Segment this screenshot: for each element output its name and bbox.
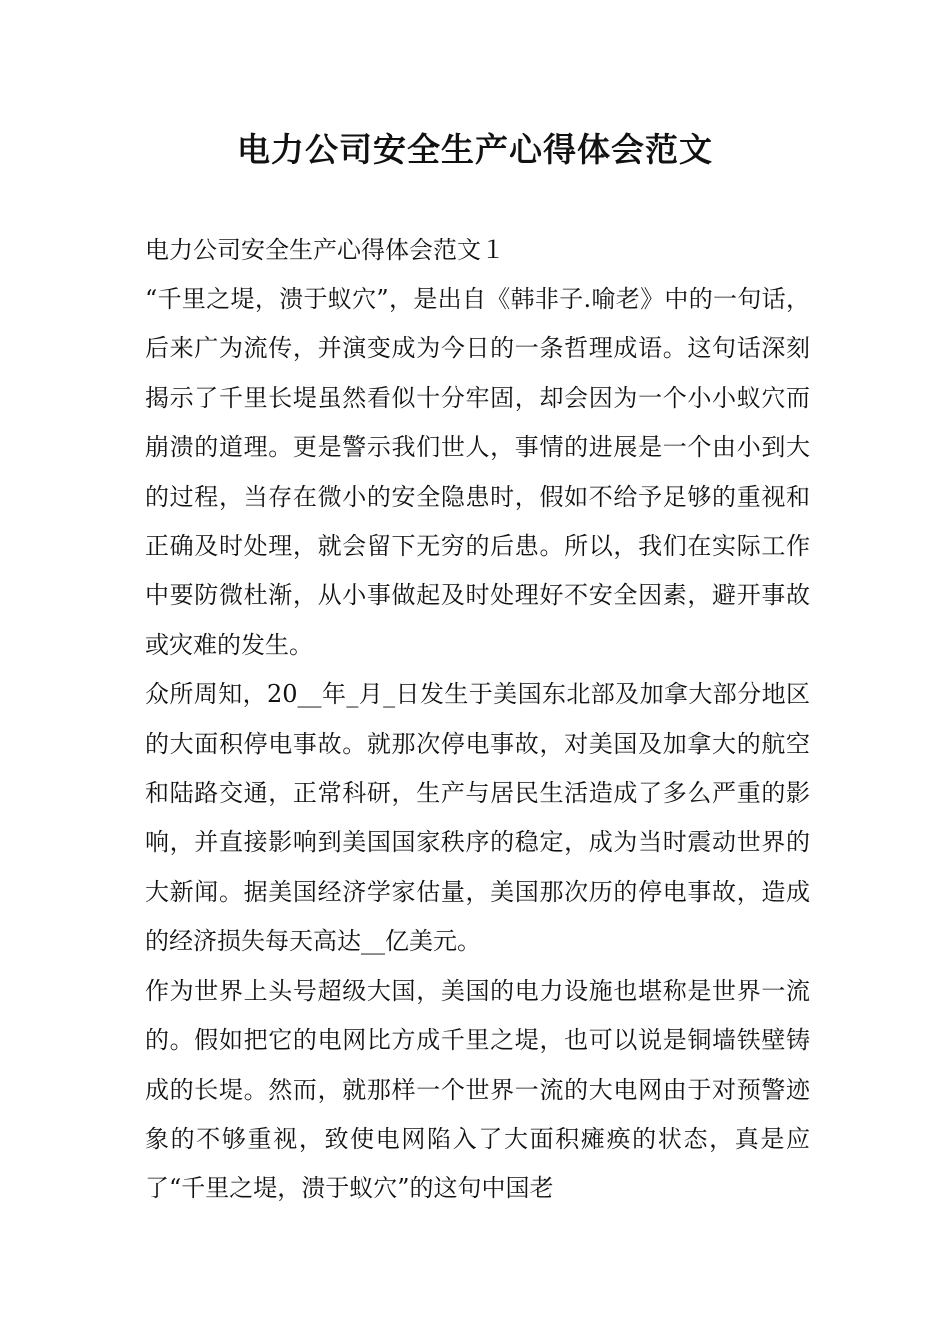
document-title: 电力公司安全生产心得体会范文 <box>237 130 713 169</box>
document-body <box>145 226 810 1214</box>
section-heading: 电力公司安全生产心得体会范文１ <box>145 236 505 264</box>
paragraph-1: “千里之堤，溃于蚁穴”，是出自《韩非子.喻老》中的一句话，后来广为流传，并演变成为今日的一条哲理成语。这句话深刻揭示了千里长堤虽然看似十分牢固，却会因为一个小小蚁穴而崩溃的道理。更是警示我们世人，事情的进展是一个由小到大的过程，当存在微小的安全隐患时，假如不给予足够的重视和正确及时处理，就会留下无穷的后患。所以，我们在实际工作中要防微杜渐，从小事做起及时处理好不安全因素，避开事故或灾难的发生。 <box>145 285 810 659</box>
paragraph-3: 作为世界上头号超级大国，美国的电力设施也堪称是世界一流的。假如把它的电网比方成千里之堤，也可以说是铜墙铁壁铸成的长堤。然而，就那样一个世界一流的大电网由于对预警迹象的不够重视，致使电网陷入了大面积瘫痪的状态，真是应了“千里之堤，溃于蚁穴”的这句中国老 <box>145 976 810 1203</box>
paragraph-2: 众所周知，20__年_月_日发生于美国东北部及加拿大部分地区的大面积停电事故。就那次停电事故，对美国及加拿大的航空和陆路交通，正常科研，生产与居民生活造成了多么严重的影响，并直接影响到美国国家秩序的稳定，成为当时震动世界的大新闻。据美国经济学家估量，美国那次历的停电事故，造成的经济损失每天高达__亿美元。 <box>145 680 810 956</box>
